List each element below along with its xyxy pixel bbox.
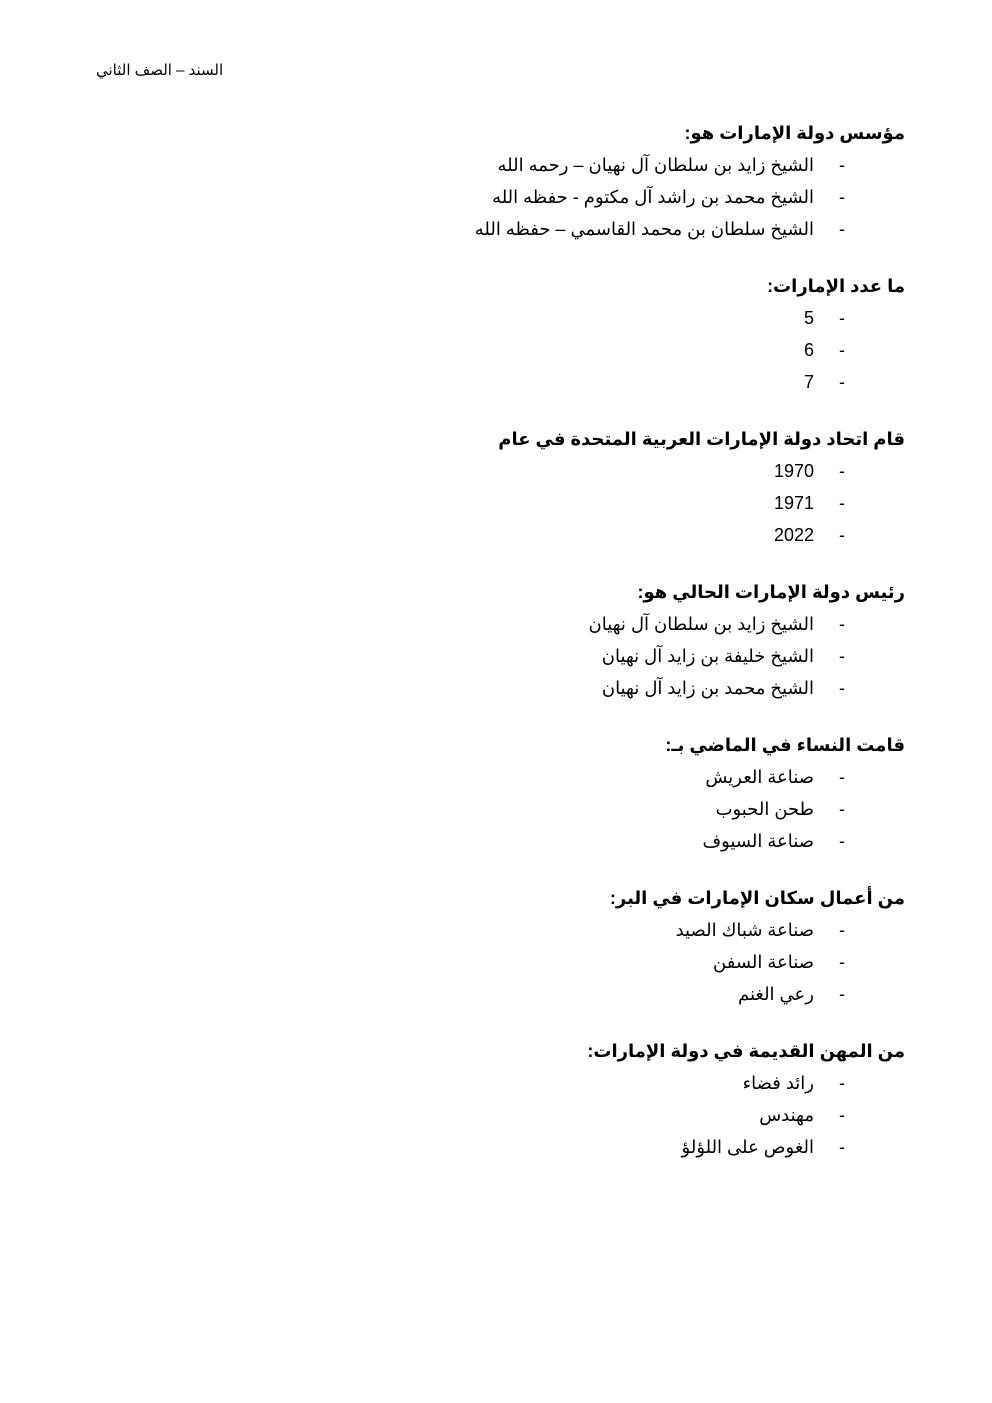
option-item	[205, 1131, 905, 1163]
bullet-dash: -	[839, 1105, 845, 1125]
option-text: الشيخ محمد بن زايد آل نهيان	[601, 678, 814, 698]
bullet-dash: -	[839, 155, 845, 175]
bullet-dash: -	[839, 831, 845, 851]
question-title: من أعمال سكان الإمارات في البر:	[609, 888, 905, 908]
option-text: رائد فضاء	[742, 1073, 814, 1093]
option-list	[205, 914, 905, 1010]
option-text: 1971	[773, 493, 814, 513]
option-list	[205, 1067, 905, 1163]
bullet-dash: -	[839, 187, 845, 207]
option-text: رعي الغنم	[737, 984, 814, 1004]
option-text: صناعة شباك الصيد	[675, 920, 814, 940]
option-text: 6	[803, 340, 814, 360]
option-item	[205, 455, 905, 487]
option-item	[205, 640, 905, 672]
option-item	[205, 519, 905, 551]
bullet-dash: -	[839, 1137, 845, 1157]
option-item	[205, 761, 905, 793]
option-text: الشيخ زايد بن سلطان آل نهيان – رحمه الله	[497, 155, 814, 175]
bullet-dash: -	[839, 493, 845, 513]
option-list	[205, 761, 905, 857]
question-list	[205, 118, 905, 1189]
option-item	[205, 825, 905, 857]
option-item	[205, 978, 905, 1010]
bullet-dash: -	[839, 461, 845, 481]
question-land-work	[205, 883, 905, 1010]
option-text: الشيخ خليفة بن زايد آل نهيان	[601, 646, 814, 666]
option-item	[205, 181, 905, 213]
option-item	[205, 793, 905, 825]
question-women-past	[205, 730, 905, 857]
bullet-dash: -	[839, 614, 845, 634]
question-title: رئيس دولة الإمارات الحالي هو:	[637, 582, 905, 602]
page-header-note: السند – الصف الثاني	[96, 62, 224, 79]
option-item	[205, 946, 905, 978]
option-text: الشيخ زايد بن سلطان آل نهيان	[588, 614, 814, 634]
bullet-dash: -	[839, 920, 845, 940]
option-item	[205, 487, 905, 519]
option-text: 5	[803, 308, 814, 328]
option-item	[205, 672, 905, 704]
bullet-dash: -	[839, 372, 845, 392]
option-text: الشيخ محمد بن راشد آل مكتوم - حفظه الله	[492, 187, 814, 207]
bullet-dash: -	[839, 525, 845, 545]
question-founder	[205, 118, 905, 245]
question-title: مؤسس دولة الإمارات هو:	[684, 123, 905, 143]
option-item	[205, 334, 905, 366]
option-text: الغوص على اللؤلؤ	[681, 1137, 814, 1157]
bullet-dash: -	[839, 984, 845, 1004]
option-item	[205, 1067, 905, 1099]
option-text: 2022	[773, 525, 814, 545]
option-list	[205, 302, 905, 398]
option-item	[205, 302, 905, 334]
question-title: من المهن القديمة في دولة الإمارات:	[587, 1041, 905, 1061]
bullet-dash: -	[839, 767, 845, 787]
bullet-dash: -	[839, 1073, 845, 1093]
option-item	[205, 149, 905, 181]
option-text: طحن الحبوب	[715, 799, 814, 819]
bullet-dash: -	[839, 799, 845, 819]
bullet-dash: -	[839, 678, 845, 698]
question-current-president	[205, 577, 905, 704]
option-item	[205, 366, 905, 398]
option-list	[205, 149, 905, 245]
option-list	[205, 455, 905, 551]
bullet-dash: -	[839, 308, 845, 328]
bullet-dash: -	[839, 646, 845, 666]
question-old-professions	[205, 1036, 905, 1163]
bullet-dash: -	[839, 219, 845, 239]
option-item	[205, 608, 905, 640]
question-union-year	[205, 424, 905, 551]
option-text: صناعة السيوف	[702, 831, 814, 851]
option-item	[205, 1099, 905, 1131]
option-text: 1970	[773, 461, 814, 481]
bullet-dash: -	[839, 952, 845, 972]
option-item	[205, 213, 905, 245]
question-title: قامت النساء في الماضي بـ:	[665, 735, 905, 755]
option-text: صناعة السفن	[713, 952, 814, 972]
question-title: ما عدد الإمارات:	[767, 276, 905, 296]
question-title: قام اتحاد دولة الإمارات العربية المتحدة في عام	[498, 429, 905, 449]
option-item	[205, 914, 905, 946]
option-text: 7	[803, 372, 814, 392]
bullet-dash: -	[839, 340, 845, 360]
question-emirates-count	[205, 271, 905, 398]
option-list	[205, 608, 905, 704]
option-text: مهندس	[759, 1105, 814, 1125]
option-text: الشيخ سلطان بن محمد القاسمي – حفظه الله	[474, 219, 814, 239]
option-text: صناعة العريش	[705, 767, 814, 787]
